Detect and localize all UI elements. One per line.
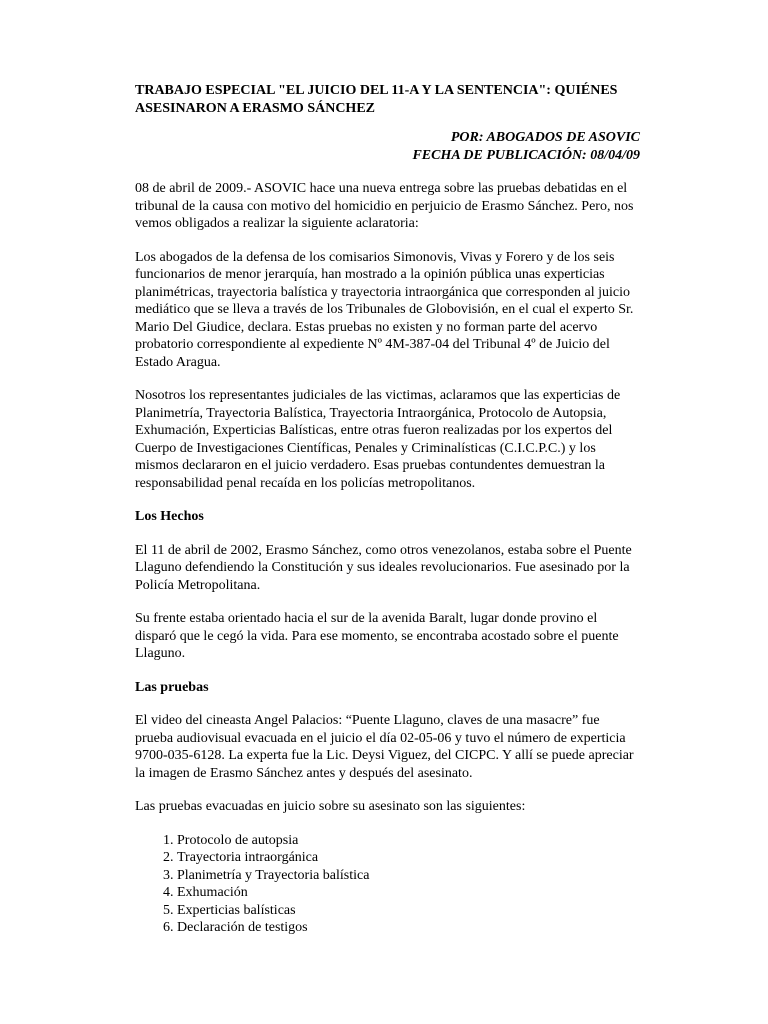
- list-item: 2. Trayectoria intraorgánica: [177, 849, 640, 867]
- paragraph-hechos-2: Su frente estaba orientado hacia el sur de la avenida Baralt, lugar donde provino el disparó que le cegó la vida. Para ese momento, se encontraba acostado sobre el puente Llaguno.: [135, 611, 619, 661]
- list-item: 5. Experticias balísticas: [177, 902, 640, 920]
- article-title: TRABAJO ESPECIAL "EL JUICIO DEL 11-A Y LA SENTENCIA": QUIÉNES ASESINARON A ERASMO SÁNCHEZ: [135, 83, 618, 116]
- paragraph-hechos-1: El 11 de abril de 2002, Erasmo Sánchez, como otros venezolanos, estaba sobre el Puente Llaguno defendiendo la Constitución y sus ideales revolucionarios. Fue asesinado por la Policía Metropolitana.: [135, 542, 632, 593]
- byline: [135, 129, 640, 165]
- list-item: 6. Declaración de testigos: [177, 919, 640, 937]
- paragraph-intro: 08 de abril de 2009.- ASOVIC hace una nueva entrega sobre las pruebas debatidas en el tribunal de la causa con motivo del homicidio en perjuicio de Erasmo Sánchez. Pero, nos vemos obligados a realizar la siguiente aclaratoria:: [135, 181, 634, 231]
- list-item: 1. Protocolo de autopsia: [177, 832, 640, 850]
- list-item: 3. Planimetría y Trayectoria balística: [177, 867, 640, 885]
- paragraph-victims: Nosotros los representantes judiciales de las victimas, aclaramos que las experticias de Planimetría, Trayectoria Balística, Trayectoria Intraorgánica, Protocolo de Autopsia, Exhumación, Experticias Balísticas, entre otras fueron realizadas por los expertos del Cuerpo de Investigaciones Científicas, Penales y Criminalísticas (C.I.C.P.C.) y los mismos declararon en el juicio verdadero. Esas pruebas contundentes demuestran la responsabilidad penal recaída en los policías metropolitanos.: [135, 388, 621, 491]
- list-item: 4. Exhumación: [177, 884, 640, 902]
- article-body: [135, 82, 640, 937]
- paragraph-pruebas-2: Las pruebas evacuadas en juicio sobre su asesinato son las siguientes:: [135, 799, 526, 814]
- author-line: POR: ABOGADOS DE ASOVIC: [450, 130, 640, 145]
- date-line: FECHA DE PUBLICACIÓN: 08/04/09: [412, 148, 640, 163]
- paragraph-defense: Los abogados de la defensa de los comisarios Simonovis, Vivas y Forero y de los seis funcionarios de menor jerarquía, han mostrado a la opinión pública unas experticias planimétricas, trayectoria balística y trayectoria intraorgánica que corresponden al juicio mediático que se lleva a través de los Tribunales de Globovisión, en el cual el experto Sr. Mario Del Giudice, declara. Estas pruebas no existen y no forman parte del acervo probatorio correspondiente al expediente Nº 4M-387-04 del Tribunal 4º de Juicio del Estado Aragua.: [135, 249, 634, 370]
- paragraph-pruebas-1: El video del cineasta Angel Palacios: “Puente Llaguno, claves de una masacre” fue prueba audiovisual evacuada en el juicio el día 02-05-06 y tuvo el número de experticia 9700-035-6128. La experta fue la Lic. Deysi Viguez, del CICPC. Y allí se puede apreciar la imagen de Erasmo Sánchez antes y después del asesinato.: [135, 713, 634, 781]
- heading-los-hechos: Los Hechos: [135, 509, 204, 524]
- evidence-list: [135, 832, 640, 937]
- heading-las-pruebas: Las pruebas: [135, 679, 209, 695]
